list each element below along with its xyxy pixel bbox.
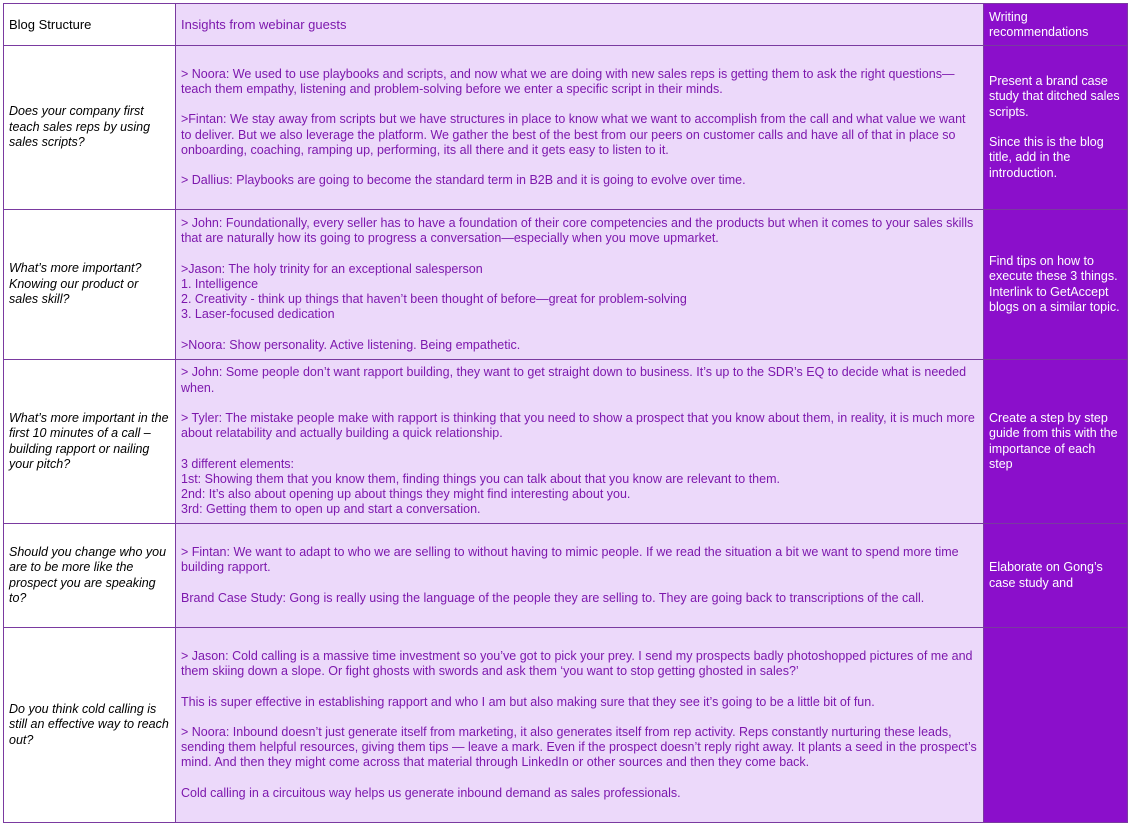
header-blog-structure: Blog Structure bbox=[4, 4, 176, 46]
insight-line: 2nd: It’s also about opening up about things they might find interesting about you. bbox=[181, 487, 631, 502]
table-row bbox=[4, 360, 1128, 524]
guest-insights bbox=[176, 524, 984, 628]
blog-question: What’s more important in the first 10 minutes of a call – building rapport or nailing your pitch? bbox=[4, 360, 176, 524]
insight-line: >Jason: The holy trinity for an exceptional salesperson bbox=[181, 261, 483, 276]
table-row bbox=[4, 524, 1128, 628]
paragraph-gap bbox=[181, 680, 978, 695]
insight-line: > Tyler: The mistake people make with rapport is thinking that you need to show a prospect that you know about them, in reality, it is much more about relatability and actually building a quick relationship. bbox=[181, 410, 975, 441]
insight-line: > Fintan: We want to adapt to who we are selling to without having to mimic people. If we read the situation a bit we want to spend more time building rapport. bbox=[181, 545, 959, 575]
paragraph-gap bbox=[181, 247, 978, 262]
writing-recommendation bbox=[984, 210, 1128, 360]
table-row bbox=[4, 210, 1128, 360]
recommendation-line: Create a step by step guide from this with the importance of each step bbox=[989, 410, 1118, 471]
paragraph-gap bbox=[181, 97, 978, 112]
insight-line: > Noora: Inbound doesn’t just generate itself from marketing, it also generates itself from rep activity. Reps constantly nurturing these leads, sending them helpful resources, giving them tips — leave a mark. Even if the prospect doesn’t reply right away. It plants a seed in the prospect’s mind. And then they might come across that material through LinkedIn or other sources and then they come back. bbox=[181, 724, 977, 770]
insight-line: 2. Creativity - think up things that haven’t been thought of before—great for problem-solving bbox=[181, 292, 687, 307]
blog-question: What’s more important? Knowing our product or sales skill? bbox=[4, 210, 176, 360]
guest-insights bbox=[176, 46, 984, 210]
blog-question: Do you think cold calling is still an effective way to reach out? bbox=[4, 628, 176, 823]
blog-question: Should you change who you are to be more like the prospect you are speaking to? bbox=[4, 524, 176, 628]
writing-recommendation bbox=[984, 46, 1128, 210]
insight-line: > Noora: We used to use playbooks and scripts, and now what we are doing with new sales reps is getting them to ask the right questions—teach them empathy, listening and problem-solving before we enter a specific script in their minds. bbox=[181, 66, 955, 96]
insight-line: This is super effective in establishing rapport and who I am but also making sure that they see it’s going to be a little bit of fun. bbox=[181, 694, 875, 709]
guest-insights bbox=[176, 360, 984, 524]
insight-line: Brand Case Study: Gong is really using the language of the people they are selling to. They are going back to transcriptions of the call. bbox=[181, 590, 925, 605]
paragraph-gap bbox=[181, 442, 978, 457]
header-row bbox=[4, 4, 1128, 46]
paragraph-gap bbox=[181, 576, 978, 591]
paragraph-gap bbox=[181, 771, 978, 786]
paragraph-gap bbox=[181, 396, 978, 411]
insight-line: 3. Laser-focused dedication bbox=[181, 307, 335, 322]
insight-line: > John: Some people don’t want rapport building, they want to get straight down to business. It’s up to the SDR’s EQ to decide what is needed when. bbox=[181, 365, 967, 395]
recommendation-line: Find tips on how to execute these 3 things. Interlink to GetAccept blogs on a similar topic. bbox=[989, 253, 1120, 314]
insight-line: Cold calling in a circuitous way helps us generate inbound demand as sales professionals. bbox=[181, 785, 681, 800]
header-writing-recommendations: Writing recommendations bbox=[984, 4, 1128, 46]
table-row bbox=[4, 628, 1128, 823]
writing-recommendation bbox=[984, 628, 1128, 823]
table-row bbox=[4, 46, 1128, 210]
writing-recommendation bbox=[984, 360, 1128, 524]
guest-insights bbox=[176, 210, 984, 360]
paragraph-gap bbox=[181, 158, 978, 173]
insight-line: >Noora: Show personality. Active listening. Being empathetic. bbox=[181, 337, 521, 352]
recommendation-line: Since this is the blog title, add in the introduction. bbox=[989, 135, 1104, 180]
insight-line: > John: Foundationally, every seller has to have a foundation of their core competencies and the products but when it comes to your sales skills that are naturally how its going to progress a conversation—especially when you move upmarket. bbox=[181, 215, 974, 246]
insight-line: 1. Intelligence bbox=[181, 276, 259, 291]
insight-line: > Dallius: Playbooks are going to become the standard term in B2B and it is going to evolve over time. bbox=[181, 173, 746, 188]
insight-line: 3rd: Getting them to open up and start a conversation. bbox=[181, 502, 481, 517]
paragraph-gap bbox=[181, 323, 978, 338]
recommendation-line: Elaborate on Gong’s case study and bbox=[989, 560, 1103, 590]
blog-structure-table bbox=[3, 3, 1128, 823]
recommendation-line: Present a brand case study that ditched sales scripts. bbox=[989, 74, 1120, 119]
header-insights: Insights from webinar guests bbox=[176, 4, 984, 46]
blog-question: Does your company first teach sales reps by using sales scripts? bbox=[4, 46, 176, 210]
writing-recommendation bbox=[984, 524, 1128, 628]
paragraph-gap bbox=[181, 710, 978, 725]
guest-insights bbox=[176, 628, 984, 823]
insight-line: >Fintan: We stay away from scripts but we have structures in place to know what we want to accomplish from the call and what value we want to deliver. But we also leverage the platform. We gather the best of the best from our peers on customer calls and have all of that in place so onboarding, coaching, ramping up, performing, its all there and it gets easy to listen to it. bbox=[181, 112, 966, 157]
paragraph-gap bbox=[989, 120, 1122, 135]
insight-line: 1st: Showing them that you know them, finding things you can talk about that you know are relevant to them. bbox=[181, 471, 780, 486]
insight-line: > Jason: Cold calling is a massive time investment so you’ve got to pick your prey. I send my prospects badly photoshopped pictures of me and them skiing down a slope. Or fight ghosts with swords and ask them ‘you want to stop getting ghosted in sales?’ bbox=[181, 648, 973, 679]
insight-line: 3 different elements: bbox=[181, 456, 295, 471]
